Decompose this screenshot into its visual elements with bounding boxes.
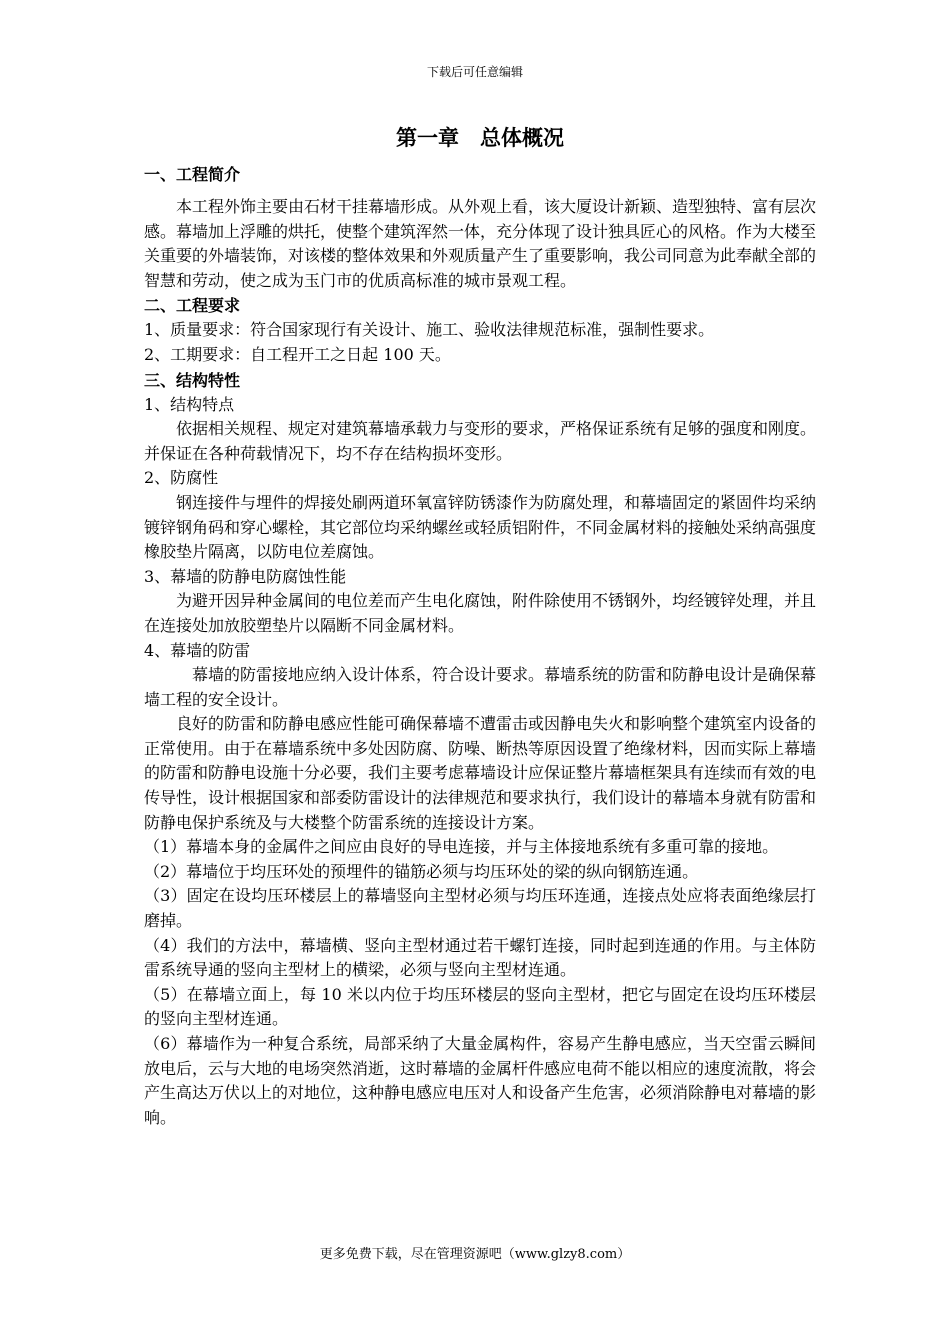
list-item: （6）幕墙作为一种复合系统，局部采纳了大量金属构件，容易产生静电感应，当天空雷云瞬间放电后，云与大地的电场突然消逝，这时幕墙的金属杆件感应电荷不能以相应的速度流散，将会产生高达万伏以上的对地位，这种静电感应电压对人和设备产生危害，必须消除静电对幕墙的影响。: [144, 1034, 817, 1127]
structure-features-paragraph: 依据相关规程、规定对建筑幕墙承载力与变形的要求，严格保证系统有足够的强度和刚度。并保证在各种荷载情况下，均不存在结构损坏变形。: [144, 419, 817, 463]
subheading-corrosion: 2、防腐性: [144, 468, 219, 488]
list-item: （1）幕墙本身的金属件之间应由良好的导电连接，并与主体接地系统有多重可靠的接地。: [144, 837, 779, 857]
page-footer: 更多免费下载，尽在管理资源吧（www.glzy8.com）: [319, 1247, 631, 1262]
document-body: [144, 120, 816, 1130]
subheading-structure-features: 1、结构特点: [144, 394, 235, 414]
list-item: （3）固定在设均压环楼层上的幕墙竖向主型材必须与均压环连通，连接点处应将表面绝缘层打磨掉。: [144, 886, 816, 931]
corrosion-paragraph: 钢连接件与埋件的焊接处刷两道环氧富锌防锈漆作为防腐处理，和幕墙固定的紧固件均采纳镀锌钢角码和穿心螺栓，其它部位均采纳螺丝或轻质铝附件，不同金属材料的接触处采纳高强度橡胶垫片隔离，以防电位差腐蚀。: [144, 492, 817, 562]
section-heading-structure: 三、结构特性: [144, 370, 241, 390]
lightning-paragraph-1: 幕墙的防雷接地应纳入设计体系，符合设计要求。幕墙系统的防雷和防静电设计是确保幕墙工程的安全设计。: [144, 665, 817, 709]
subheading-antistatic: 3、幕墙的防静电防腐蚀性能: [144, 566, 347, 586]
subheading-lightning: 4、幕墙的防雷: [144, 640, 251, 660]
section-heading-requirements: 二、工程要求: [144, 296, 241, 316]
requirement-quality: 1、质量要求：符合国家现行有关设计、施工、验收法律规范标准，强制性要求。: [144, 320, 715, 340]
list-item: （2）幕墙位于均压环处的预埋件的锚筋必须与均压环处的梁的纵向钢筋连通。: [144, 861, 699, 881]
list-item: （4）我们的方法中，幕墙横、竖向主型材通过若干螺钉连接，同时起到连通的作用。与主体防雷系统导通的竖向主型材上的横梁，必须与竖向主型材连通。: [144, 935, 816, 980]
lightning-paragraph-2: 良好的防雷和防静电感应性能可确保幕墙不遭雷击或因静电失火和影响整个建筑室内设备的正常使用。由于在幕墙系统中多处因防腐、防噪、断热等原因设置了绝缘材料，因而实际上幕墙的防雷和防静电设施十分必要，我们主要考虑幕墙设计应保证整片幕墙框架具有连续而有效的电传导性，设计根据国家和部委防雷设计的法律规范和要求执行，我们设计的幕墙本身就有防雷和防静电保护系统及与大楼整个防雷系统的连接设计方案。: [144, 714, 817, 832]
section-heading-overview: 一、工程简介: [144, 165, 241, 184]
list-item: （5）在幕墙立面上，每 10 米以内位于均压环楼层的竖向主型材，把它与固定在设均压环楼层的竖向主型材连通。: [144, 984, 816, 1029]
requirement-schedule: 2、工期要求：自工程开工之日起 100 天。: [144, 344, 451, 364]
chapter-title: 第一章 总体概况: [396, 126, 564, 150]
overview-paragraph: 本工程外饰主要由石材干挂幕墙形成。从外观上看，该大厦设计新颖、造型独特、富有层次感。幕墙加上浮雕的烘托，使整个建筑浑然一体，充分体现了设计独具匠心的风格。作为大楼至关重要的外墙装饰，对该楼的整体效果和外观质量产生了重要影响，我公司同意为此奉献全部的智慧和劳动，使之成为玉门市的优质高标准的城市景观工程。: [144, 197, 817, 290]
antistatic-paragraph: 为避开因异种金属间的电位差而产生电化腐蚀，附件除使用不锈钢外，均经镀锌处理，并且在连接处加放胶塑垫片以隔断不同金属材料。: [144, 591, 817, 635]
page-header: 下载后可任意编辑: [426, 65, 523, 79]
